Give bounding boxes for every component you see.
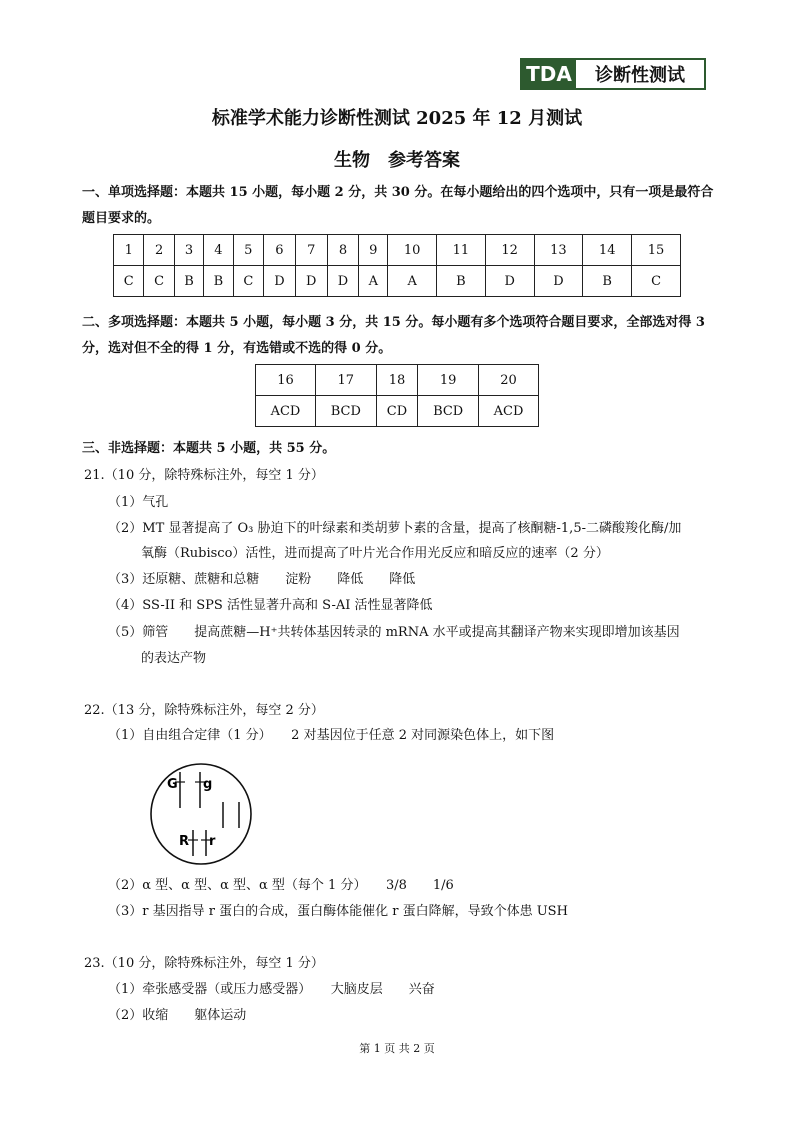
answer-cell: A <box>359 266 388 297</box>
answer-cell: ACD <box>256 396 316 427</box>
answer-cell: D <box>485 266 534 297</box>
answer-cell: B <box>204 266 233 297</box>
question-number-cell: 10 <box>388 235 437 266</box>
q21-answer-5-line1: （5）筛管 提高蔗糖—H⁺共转体基因转录的 mRNA 水平或提高其翻译产物来实现即增加该基因 <box>108 625 680 640</box>
question-number-cell: 4 <box>204 235 233 266</box>
answer-cell: B <box>437 266 486 297</box>
answer-cell: ACD <box>479 396 539 427</box>
answer-row <box>256 396 539 427</box>
page-subtitle: 生物 参考答案 <box>334 150 460 171</box>
answer-cell: D <box>264 266 296 297</box>
answer-cell: C <box>114 266 144 297</box>
page-footer: 第 1 页 共 2 页 <box>359 1042 435 1055</box>
q22-answer-1: （1）自由组合定律（1 分） 2 对基因位于任意 2 对同源染色体上，如下图 <box>108 728 555 743</box>
cell-outline <box>151 764 251 864</box>
answer-cell: D <box>534 266 583 297</box>
question-number-cell: 9 <box>359 235 388 266</box>
question-number-cell: 14 <box>583 235 632 266</box>
number-row <box>114 235 681 266</box>
q23-answer-2: （2）收缩 躯体运动 <box>108 1008 247 1023</box>
q22-heading: 22.（13 分，除特殊标注外，每空 2 分） <box>84 703 324 718</box>
answer-cell: C <box>233 266 263 297</box>
question-number-cell: 11 <box>437 235 486 266</box>
gene-label-g: g <box>203 777 213 792</box>
answer-cell: CD <box>376 396 418 427</box>
question-number-cell: 1 <box>114 235 144 266</box>
question-number-cell: 5 <box>233 235 263 266</box>
answer-cell: B <box>174 266 203 297</box>
answer-cell: D <box>295 266 327 297</box>
section3-heading: 三、非选择题：本题共 5 小题，共 55 分。 <box>82 441 336 456</box>
gene-label-R: R <box>179 834 190 849</box>
answer-cell: C <box>632 266 681 297</box>
logo-text: 诊断性测试 <box>595 65 685 86</box>
question-number-cell: 12 <box>485 235 534 266</box>
section2-heading: 二、多项选择题：本题共 5 小题，每小题 3 分，共 15 分。每小题有多个选项符合题目要求，全部选对得 3 分，选对但不全的得 1 分，有选错或不选的得 0 分。 <box>82 315 705 356</box>
chromosome-diagram <box>135 760 270 870</box>
question-number-cell: 7 <box>295 235 327 266</box>
q21-answer-2-line1: （2）MT 显著提高了 O₃ 胁迫下的叶绿素和类胡萝卜素的含量，提高了核酮糖-1,5-二磷酸羧化酶/加 <box>108 521 682 536</box>
q23-heading: 23.（10 分，除特殊标注外，每空 1 分） <box>84 956 324 971</box>
answer-cell: B <box>583 266 632 297</box>
q21-answer-5-line2: 的表达产物 <box>141 651 207 666</box>
q23-answer-1: （1）牵张感受器（或压力感受器） 大脑皮层 兴奋 <box>108 982 435 997</box>
gene-label-G: G <box>167 777 178 792</box>
answer-cell: D <box>327 266 359 297</box>
question-number-cell: 15 <box>632 235 681 266</box>
question-number-cell: 19 <box>418 365 479 396</box>
question-number-cell: 6 <box>264 235 296 266</box>
answer-cell: BCD <box>315 396 376 427</box>
question-number-cell: 13 <box>534 235 583 266</box>
section1-answer-table <box>113 234 681 297</box>
section2-answer-table <box>255 364 539 427</box>
question-number-cell: 17 <box>315 365 376 396</box>
section1-heading: 一、单项选择题：本题共 15 小题，每小题 2 分，共 30 分。在每小题给出的四个选项中，只有一项是最符合题目要求的。 <box>82 185 714 226</box>
question-number-cell: 3 <box>174 235 203 266</box>
q21-heading: 21.（10 分，除特殊标注外，每空 1 分） <box>84 468 324 483</box>
answer-cell: BCD <box>418 396 479 427</box>
question-number-cell: 8 <box>327 235 359 266</box>
q21-answer-4: （4）SS-II 和 SPS 活性显著升高和 S-AI 活性显著降低 <box>108 598 433 613</box>
q22-answer-2: （2）α 型、α 型、α 型、α 型（每个 1 分） 3/8 1/6 <box>108 878 454 893</box>
q22-answer-3: （3）r 基因指导 r 蛋白的合成，蛋白酶体能催化 r 蛋白降解，导致个体患 USH <box>108 904 568 919</box>
question-number-cell: 20 <box>479 365 539 396</box>
number-row <box>256 365 539 396</box>
question-number-cell: 2 <box>144 235 174 266</box>
page-title: 标准学术能力诊断性测试 2025 年 12 月测试 <box>211 108 583 129</box>
logo-tag: TDA <box>522 60 576 88</box>
q21-answer-1: （1）气孔 <box>108 495 169 510</box>
answer-row <box>114 266 681 297</box>
gene-label-r: r <box>209 834 216 849</box>
answer-cell: A <box>388 266 437 297</box>
tda-logo <box>520 58 706 90</box>
answer-cell: C <box>144 266 174 297</box>
question-number-cell: 16 <box>256 365 316 396</box>
question-number-cell: 18 <box>376 365 418 396</box>
q21-answer-2-line2: 氧酶（Rubisco）活性，进而提高了叶片光合作用光反应和暗反应的速率（2 分） <box>141 546 609 561</box>
q21-answer-3: （3）还原糖、蔗糖和总糖 淀粉 降低 降低 <box>108 572 416 587</box>
